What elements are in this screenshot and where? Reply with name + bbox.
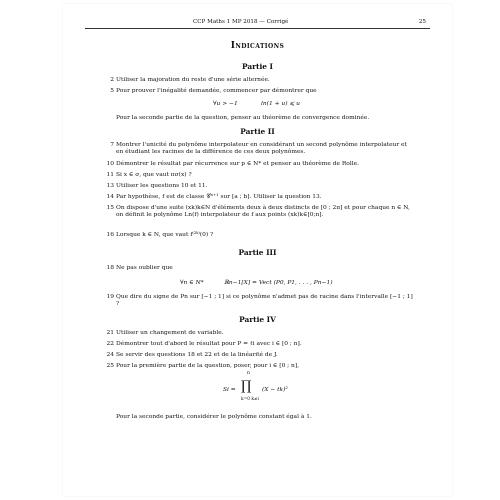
item-number: 10 — [106, 161, 114, 167]
item-text: Pour prouver l'inégalité demandée, commencer par démontrer que — [116, 88, 317, 94]
indication-item — [106, 194, 416, 201]
item-number: 14 — [106, 194, 114, 200]
indication-item — [106, 161, 416, 168]
item-text: Démontrer le résultat par récurrence sur p ∈ N* et penser au théorème de Rolle. — [116, 161, 359, 167]
part-4-heading: Partie IV — [239, 315, 276, 324]
part-2-heading: Partie II — [240, 127, 275, 136]
item-number: 15 — [106, 205, 114, 211]
indication-item — [106, 341, 416, 348]
indication-item — [110, 88, 416, 95]
indication-item — [106, 294, 416, 309]
indication-item — [110, 77, 416, 84]
item-number: 2 — [110, 77, 114, 83]
formula-3-left: Si = — [223, 387, 236, 393]
indication-item — [110, 142, 416, 157]
document-title: Indications — [230, 41, 285, 51]
item-number: 24 — [106, 352, 114, 358]
item-text: Par hypothèse, f est de classe 𝒞ⁿ⁺¹ sur [a ; b]. Utiliser la question 13. — [116, 194, 322, 200]
item-text: Ne pas oublier que — [116, 265, 173, 271]
item-number: 16 — [106, 232, 114, 238]
indication-item — [106, 172, 416, 179]
indication-item — [106, 330, 416, 337]
header-rule — [85, 28, 430, 29]
item-text: Que dire du signe de Pn sur [−1 ; 1] si ce polynôme n'admet pas de racine dans l'intervalle [−1 ; 1] ? — [116, 294, 413, 308]
document-page — [63, 4, 452, 496]
item-text: Démontrer tout d'abord le résultat pour P = ℓi avec i ∈ [0 ; n]. — [116, 341, 302, 347]
part-4-note: Pour la seconde partie, considérer le polynôme constant égal à 1. — [116, 414, 312, 420]
formula-3-right: (X − tk)² — [262, 387, 288, 393]
item-text: Se servir des questions 18 et 22 et de la linéarité de J. — [116, 352, 278, 358]
part-3-heading: Partie III — [238, 248, 277, 257]
indication-item — [106, 232, 416, 239]
indication-item — [106, 183, 416, 190]
formula-3-upper-bound: n — [247, 371, 250, 376]
item-text: On dispose d'une suite (xk)k∈N d'éléments deux à deux distincts de [0 ; 2π] et pour chaque n ∈ N, on définit le polynôme Ln(f) interpolateur de f aux points (xk)k∈[0;n]. — [116, 205, 410, 219]
header-title: CCP Maths 1 MP 2018 — Corrigé — [193, 19, 289, 25]
part-1-heading: Partie I — [242, 62, 273, 71]
indication-item — [106, 363, 416, 370]
item-number: 25 — [106, 363, 114, 369]
item-text: Pour la première partie de la question, poser, pour i ∈ [0 ; n], — [116, 363, 300, 369]
formula-1-right: ln(1 + u) ⩽ u — [261, 101, 300, 107]
item-number: 21 — [106, 330, 114, 336]
item-number: 18 — [106, 265, 114, 271]
indication-item — [106, 352, 416, 359]
item-text: Utiliser un changement de variable. — [116, 330, 224, 336]
item-text: Utiliser les questions 10 et 11. — [116, 183, 208, 189]
item-number: 5 — [110, 88, 114, 94]
item-number: 7 — [110, 142, 114, 148]
formula-3-lower-bound: k=0 k≠i — [241, 397, 259, 402]
item-text: Utiliser la majoration du reste d'une série alternée. — [116, 77, 270, 83]
formula-1-left: ∀u > −1 — [213, 101, 238, 107]
formula-2-left: ∀n ∈ N* — [180, 280, 204, 286]
indication-item — [106, 265, 416, 272]
formula-3-product-sign: ∏ — [241, 379, 252, 394]
item-number: 13 — [106, 183, 114, 189]
indication-item — [106, 205, 416, 220]
item-text: Lorsque k ∈ N, que vaut f⁽²ᵏ⁾(0) ? — [116, 232, 214, 238]
item-number: 11 — [106, 172, 114, 178]
part-1-note: Pour la seconde partie de la question, penser au théorème de convergence dominée. — [116, 115, 370, 121]
item-number: 22 — [106, 341, 114, 347]
page-number: 25 — [418, 19, 426, 25]
formula-2-right: ℝn−1[X] = Vect (P0, P1, . . . , Pn−1) — [224, 280, 333, 286]
item-number: 19 — [106, 294, 114, 300]
page-header — [63, 16, 452, 28]
item-text: Si x ∈ σ, que vaut πσ(x) ? — [116, 172, 192, 178]
item-text: Montrer l'unicité du polynôme interpolateur en considérant un second polynôme interpolateur et en étudiant les racines de la différence de ces deux polynômes. — [116, 142, 407, 156]
